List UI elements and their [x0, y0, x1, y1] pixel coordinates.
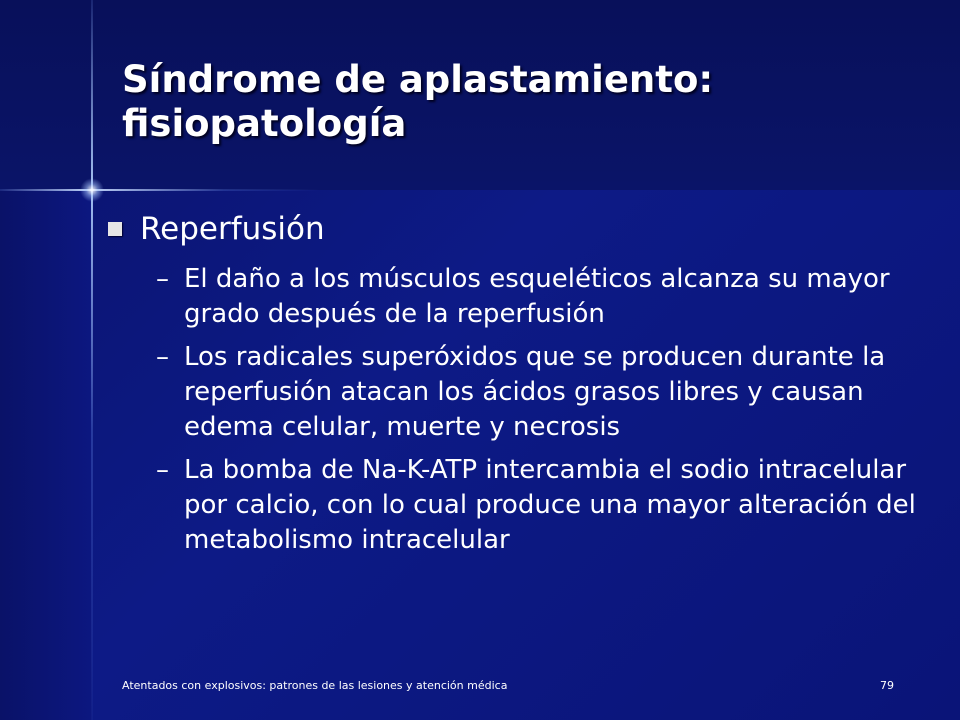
dash-marker: –: [156, 342, 169, 372]
sub-bullet-item: [156, 453, 916, 558]
slide-title: Síndrome de aplastamiento: fisiopatología: [122, 58, 714, 145]
bullet-label: Reperfusión: [140, 211, 325, 247]
dash-marker: –: [156, 455, 169, 485]
bullet-item-reperfusion: [108, 210, 928, 248]
slide-content: [108, 210, 928, 566]
sub-bullet-text: Los radicales superóxidos que se producen durante la reperfusión atacan los ácidos grasos libres y causan edema celular, muerte y necrosis: [184, 342, 886, 442]
flare-vertical-line: [91, 0, 93, 720]
square-bullet-icon: [108, 222, 122, 236]
sub-bullet-list: [156, 262, 916, 558]
page-number: 79: [880, 679, 894, 692]
slide-footer: Atentados con explosivos: patrones de las lesiones y atención médica: [122, 679, 508, 692]
flare-horizontal-line: [0, 189, 320, 191]
sub-bullet-text: El daño a los músculos esqueléticos alcanza su mayor grado después de la reperfusión: [184, 264, 890, 329]
star-flare-icon: [80, 178, 104, 202]
dash-marker: –: [156, 264, 169, 294]
sub-bullet-item: [156, 340, 916, 445]
left-strip: [0, 190, 92, 720]
sub-bullet-text: La bomba de Na-K-ATP intercambia el sodio intracelular por calcio, con lo cual produce una mayor alteración del metabolismo intracelular: [184, 455, 916, 555]
sub-bullet-item: [156, 262, 916, 332]
